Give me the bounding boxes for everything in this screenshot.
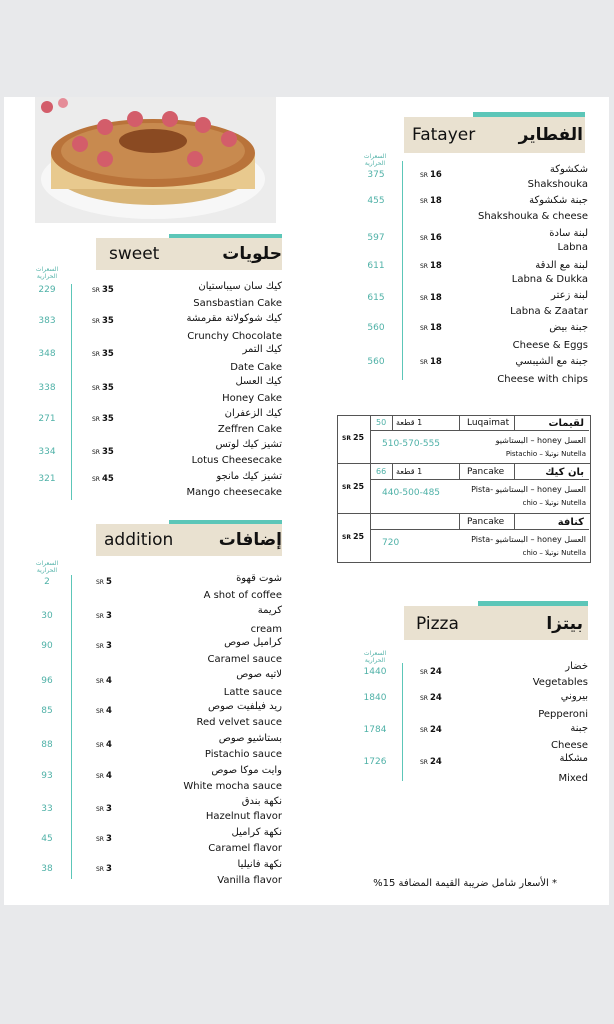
fatayer-item-calories: 615 (367, 293, 385, 303)
addition-item-name-ar: نكهة فانيليا (237, 859, 282, 870)
fatayer-item-calories: 560 (367, 357, 385, 367)
sweet-item-name-en: Crunchy Chocolate (187, 331, 282, 342)
combo-cell-line (392, 464, 393, 479)
pizza-item-price (420, 667, 442, 677)
addition-item-price-value: 3 (105, 864, 112, 874)
currency-label: SR (420, 172, 428, 179)
fatayer-item-price-value: 18 (429, 261, 442, 271)
currency-label: SR (420, 198, 428, 205)
combo-calories: 440-500-485 (382, 488, 441, 498)
combo-price-value: 25 (352, 433, 365, 442)
fatayer-item-name-en: Shakshouka (527, 179, 588, 190)
addition-item-price (96, 611, 112, 621)
addition-item-price-value: 4 (105, 706, 112, 716)
addition-item-calories: 96 (41, 676, 53, 686)
sweet-item-name-ar: كيك الزعفران (224, 408, 282, 419)
sweet-item-name-ar: تشيز كيك لوتس (215, 439, 282, 450)
combo-price-value: 25 (352, 532, 365, 541)
currency-label: SR (92, 351, 100, 358)
currency-label: SR (342, 484, 351, 491)
addition-item-price-value: 4 (105, 740, 112, 750)
currency-label: SR (96, 806, 104, 813)
combo-cell-line (459, 514, 460, 529)
addition-title-ar: إضافات (218, 530, 282, 550)
sweet-divider (71, 284, 72, 500)
fatayer-item-price (420, 261, 442, 271)
combo-col-divider (370, 415, 371, 561)
addition-title-en: addition (104, 530, 174, 550)
sweet-item-price (92, 349, 114, 359)
addition-item-name-ar: نكهة بندق (241, 796, 282, 807)
sweet-title-ar: حلويات (222, 244, 282, 264)
addition-item-calories: 90 (41, 641, 53, 651)
pizza-divider (402, 663, 403, 781)
currency-label: SR (420, 325, 428, 332)
sweet-calories-heading: السعرات الحرارية (35, 266, 59, 280)
pizza-item-name-ar: بيروني (560, 691, 588, 702)
sweet-item-price (92, 383, 114, 393)
fatayer-item-calories: 560 (367, 323, 385, 333)
addition-item-name-ar: ريد فيلفيت صوص (208, 701, 282, 712)
fatayer-item-name-ar: لبنة سادة (549, 228, 588, 239)
addition-item-name-en: Red velvet sauce (196, 717, 282, 728)
currency-label: SR (92, 449, 100, 456)
sweet-item-name-en: Honey Cake (222, 393, 282, 404)
cake-photo (35, 97, 276, 223)
pizza-item-name-ar: جبنة (570, 723, 588, 734)
pizza-item-name-ar: مشكلة (559, 753, 588, 764)
sweet-item-price-value: 35 (101, 383, 114, 393)
addition-item-name-en: Hazelnut flavor (205, 811, 282, 822)
combo-price-2 (342, 532, 364, 541)
pizza-item-calories: 1784 (363, 725, 387, 735)
addition-item-price (96, 706, 112, 716)
pizza-title-ar: بيتزا (546, 614, 583, 634)
addition-item-price-value: 4 (105, 676, 112, 686)
addition-item-price (96, 771, 112, 781)
pizza-item-name-en: Pepperoni (538, 709, 588, 720)
addition-item-price (96, 740, 112, 750)
pizza-calories-heading: السعرات الحرارية (363, 650, 387, 664)
combo-name-ar: بان كيك (545, 467, 584, 478)
combo-cell-line (514, 464, 515, 479)
fatayer-item-name-en: Cheese & Eggs (512, 340, 588, 351)
combo-flavors-line1: العسل honey – البستاشيو -Pista (471, 535, 586, 544)
currency-label: SR (92, 287, 100, 294)
sweet-item-price (92, 316, 114, 326)
pizza-item-price-value: 24 (429, 725, 442, 735)
currency-label: SR (96, 773, 104, 780)
combo-cell-line (371, 479, 589, 480)
addition-item-name-en: Vanilla flavor (217, 875, 282, 886)
fatayer-item-price (420, 233, 442, 243)
fatayer-item-name-ar: جبنة بيض (549, 322, 588, 333)
fatayer-item-name-ar: شكشوكة (549, 164, 588, 175)
vat-footnote: * الأسعار شامل ضريبة القيمة المضافة 15% (373, 878, 557, 889)
fatayer-item-price (420, 293, 442, 303)
fatayer-calories-heading: السعرات الحرارية (363, 153, 387, 167)
fatayer-item-name-ar: جبنة شكشوكة (529, 195, 588, 206)
addition-item-name-en: Latte sauce (223, 687, 282, 698)
combo-flavors-line2: Nutella نوتيلا – Pistachio (505, 450, 586, 458)
fatayer-item-price (420, 323, 442, 333)
sweet-item-price (92, 414, 114, 424)
fatayer-item-price-value: 18 (429, 323, 442, 333)
sweet-item-calories: 348 (38, 349, 56, 359)
fatayer-item-price-value: 16 (429, 233, 442, 243)
combo-flavors-line2: Nutella نوتيلا – chio (522, 499, 586, 507)
combo-flavors-line2: Nutella نوتيلا – chio (522, 549, 586, 557)
combo-calories-top: 50 (376, 418, 387, 427)
currency-label: SR (96, 613, 104, 620)
combo-flavors-line1: العسل honey – البستاشيو -Pista (471, 485, 586, 494)
pizza-item-price-value: 24 (429, 757, 442, 767)
addition-item-price-value: 3 (105, 641, 112, 651)
combo-piece-label: 1 قطعة (396, 418, 423, 427)
fatayer-item-price-value: 18 (429, 293, 442, 303)
addition-item-price (96, 577, 112, 587)
addition-item-name-en: Caramel sauce (207, 654, 282, 665)
pizza-item-name-en: Vegetables (532, 677, 588, 688)
currency-label: SR (96, 643, 104, 650)
fatayer-item-name-en: Labna (557, 242, 588, 253)
combo-cell-line (459, 464, 460, 479)
fatayer-item-name-ar: لبنة مع الدقة (535, 260, 588, 271)
combo-cell-line (371, 430, 589, 431)
addition-item-calories: 38 (41, 864, 53, 874)
combo-cell-line (514, 415, 515, 430)
currency-label: SR (420, 669, 428, 676)
addition-item-name-en: Pistachio sauce (204, 749, 282, 760)
fatayer-item-name-ar: لبنة زعتر (551, 290, 588, 301)
pizza-item-price (420, 757, 442, 767)
currency-label: SR (96, 836, 104, 843)
addition-item-calories: 93 (41, 771, 53, 781)
addition-item-calories: 85 (41, 706, 53, 716)
sweet-item-price-value: 35 (101, 447, 114, 457)
combo-name-ar: لقيمات (548, 418, 584, 429)
fatayer-item-price-value: 18 (429, 357, 442, 367)
sweet-item-calories: 229 (38, 285, 56, 295)
sweet-item-name-en: Date Cake (230, 362, 282, 373)
sweet-item-price-value: 35 (101, 349, 114, 359)
addition-item-name-en: White mocha sauce (183, 781, 282, 792)
addition-item-price-value: 3 (105, 804, 112, 814)
combo-name-en: Pancake (467, 467, 505, 477)
sweet-item-price-value: 35 (101, 285, 114, 295)
fatayer-item-name-ar: جبنة مع الشيبسي (515, 356, 588, 367)
sweet-item-name-en: Sansbastian Cake (193, 298, 282, 309)
fatayer-item-calories: 375 (367, 170, 385, 180)
pizza-item-price-value: 24 (429, 693, 442, 703)
currency-label: SR (342, 534, 351, 541)
addition-item-name-en: cream (250, 624, 282, 635)
pizza-item-name-en: Mixed (558, 773, 588, 784)
addition-item-name-ar: كراميل صوص (224, 637, 282, 648)
addition-item-name-ar: لاتيه صوص (236, 669, 282, 680)
pizza-item-name-en: Cheese (551, 740, 588, 751)
combo-price-0 (342, 433, 364, 442)
currency-label: SR (92, 476, 100, 483)
addition-item-name-ar: نكهة كراميل (231, 827, 282, 838)
currency-label: SR (420, 359, 428, 366)
fatayer-item-name-en: Cheese with chips (497, 374, 588, 385)
currency-label: SR (342, 435, 351, 442)
sweet-item-price-value: 45 (101, 474, 114, 484)
sweet-item-price-value: 35 (101, 414, 114, 424)
addition-item-price (96, 804, 112, 814)
currency-label: SR (96, 742, 104, 749)
currency-label: SR (96, 579, 104, 586)
pizza-title-en: Pizza (416, 614, 459, 634)
fatayer-item-name-en: Shakshouka & cheese (477, 211, 588, 222)
sweet-item-name-ar: كيك سان سيباستيان (198, 281, 282, 292)
currency-label: SR (96, 866, 104, 873)
currency-label: SR (92, 385, 100, 392)
addition-item-price (96, 834, 112, 844)
sweet-item-calories: 383 (38, 316, 56, 326)
addition-item-calories: 2 (44, 577, 50, 587)
addition-item-name-ar: وايت موكا صوص (211, 765, 282, 776)
combo-name-en: Pancake (467, 517, 505, 527)
fatayer-item-name-en: Labna & Dukka (511, 274, 588, 285)
combo-cell-line (459, 415, 460, 430)
addition-item-calories: 33 (41, 804, 53, 814)
fatayer-title-en: Fatayer (412, 125, 476, 145)
pizza-item-calories: 1840 (363, 693, 387, 703)
combo-flavors-line1: العسل honey – البستاشيو (495, 436, 586, 445)
combo-piece-label: 1 قطعة (396, 467, 423, 476)
addition-item-price-value: 5 (105, 577, 112, 587)
menu-page (4, 97, 609, 905)
pizza-item-price (420, 725, 442, 735)
addition-item-calories: 30 (41, 611, 53, 621)
combo-calories: 510-570-555 (382, 439, 441, 449)
fatayer-item-price (420, 196, 442, 206)
combo-cell-line (392, 415, 393, 430)
pizza-item-price-value: 24 (429, 667, 442, 677)
fatayer-divider (402, 161, 403, 380)
sweet-item-name-en: Zeffren Cake (217, 424, 282, 435)
sweet-item-name-en: Lotus Cheesecake (191, 455, 282, 466)
combo-calories: 720 (382, 538, 400, 548)
fatayer-item-calories: 455 (367, 196, 385, 206)
fatayer-item-price-value: 16 (429, 170, 442, 180)
combo-cell-line (371, 529, 589, 530)
fatayer-item-calories: 611 (367, 261, 385, 271)
currency-label: SR (420, 263, 428, 270)
pizza-item-name-ar: خضار (565, 661, 588, 672)
combo-row-divider (338, 463, 590, 464)
sweet-item-price (92, 474, 114, 484)
fatayer-title-ar: الفطاير (518, 125, 583, 145)
sweet-item-calories: 338 (38, 383, 56, 393)
currency-label: SR (96, 708, 104, 715)
fatayer-item-calories: 597 (367, 233, 385, 243)
addition-item-price-value: 4 (105, 771, 112, 781)
currency-label: SR (420, 235, 428, 242)
fatayer-item-name-en: Labna & Zaatar (510, 306, 588, 317)
currency-label: SR (92, 416, 100, 423)
currency-label: SR (420, 295, 428, 302)
combo-cell-line (514, 514, 515, 529)
combo-price-value: 25 (352, 482, 365, 491)
fatayer-item-price (420, 357, 442, 367)
addition-item-name-ar: شوت قهوة (236, 573, 282, 584)
sweet-item-price (92, 285, 114, 295)
pizza-item-calories: 1440 (363, 667, 387, 677)
addition-divider (71, 575, 72, 879)
currency-label: SR (420, 695, 428, 702)
addition-item-price (96, 864, 112, 874)
combo-name-en: Luqaimat (467, 418, 510, 428)
sweet-item-name-ar: كيك التمر (242, 344, 282, 355)
addition-item-price-value: 3 (105, 611, 112, 621)
fatayer-item-price-value: 18 (429, 196, 442, 206)
combo-price-1 (342, 482, 364, 491)
addition-item-price (96, 641, 112, 651)
sweet-item-name-en: Mango cheesecake (186, 487, 282, 498)
addition-item-name-ar: كريمة (257, 605, 282, 616)
addition-item-name-en: A shot of coffee (203, 590, 282, 601)
sweet-item-price-value: 35 (101, 316, 114, 326)
addition-item-name-en: Caramel flavor (208, 843, 282, 854)
sweet-item-price (92, 447, 114, 457)
pizza-item-calories: 1726 (363, 757, 387, 767)
addition-item-price (96, 676, 112, 686)
sweet-item-name-ar: كيك شوكولاتة مقرمشة (186, 313, 282, 324)
sweet-item-name-ar: تشيز كيك مانجو (216, 471, 282, 482)
combo-row-divider (338, 513, 590, 514)
addition-item-calories: 45 (41, 834, 53, 844)
fatayer-item-price (420, 170, 442, 180)
currency-label: SR (420, 759, 428, 766)
sweet-title-en: sweet (109, 244, 160, 264)
pizza-item-price (420, 693, 442, 703)
addition-item-calories: 88 (41, 740, 53, 750)
currency-label: SR (420, 727, 428, 734)
addition-item-name-ar: بستاشيو صوص (218, 733, 282, 744)
currency-label: SR (92, 318, 100, 325)
combo-name-ar: كنافة (557, 517, 584, 528)
addition-calories-heading: السعرات الحرارية (35, 560, 59, 574)
combo-calories-top: 66 (376, 467, 387, 476)
addition-item-price-value: 3 (105, 834, 112, 844)
currency-label: SR (96, 678, 104, 685)
sweet-item-calories: 271 (38, 414, 56, 424)
sweet-item-calories: 321 (38, 474, 56, 484)
sweet-item-calories: 334 (38, 447, 56, 457)
sweet-item-name-ar: كيك العسل (235, 376, 282, 387)
